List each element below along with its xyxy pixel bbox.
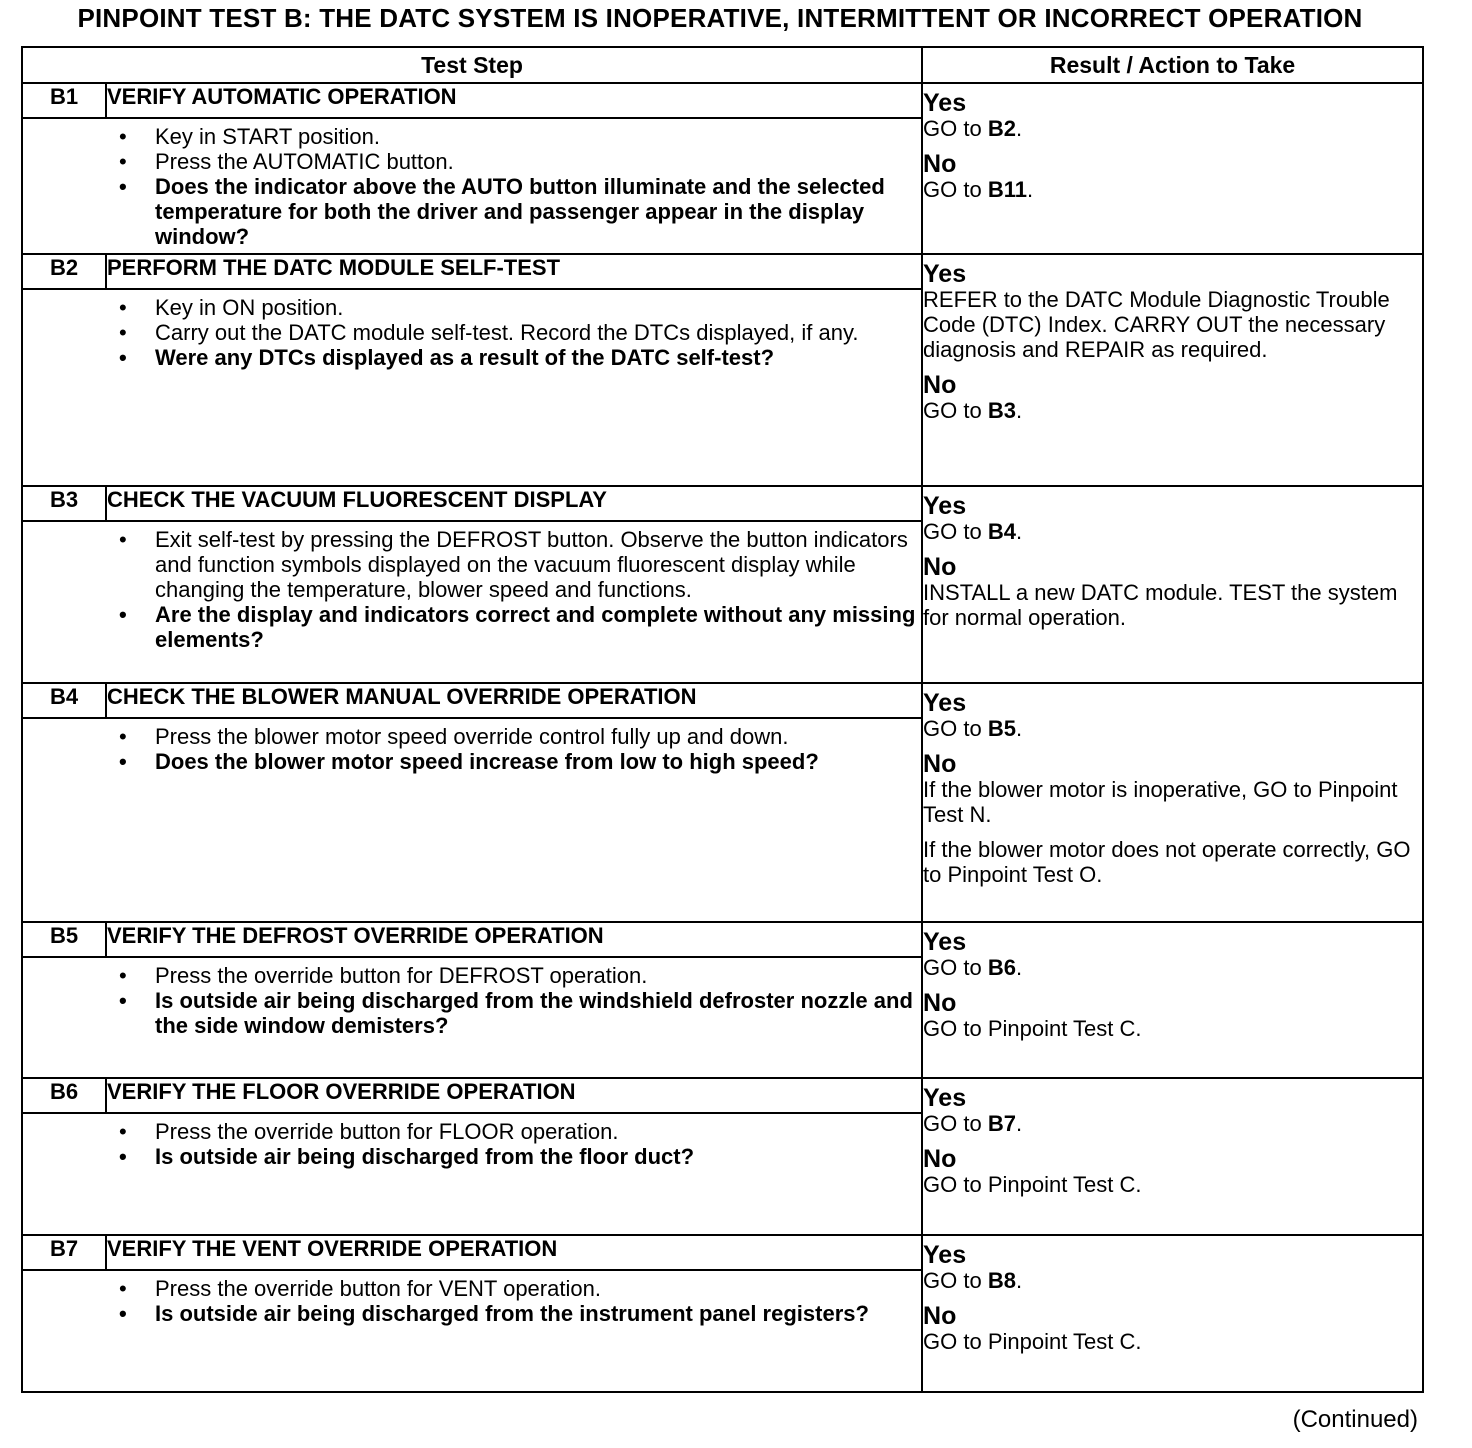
- step-instruction-text: Is outside air being discharged from the instrument panel registers?: [155, 1301, 869, 1326]
- no-action-suffix: .: [1015, 398, 1023, 423]
- bullet-glyph: •: [119, 345, 127, 370]
- step-instructions: [22, 118, 922, 254]
- step-heading: VERIFY AUTOMATIC OPERATION: [106, 83, 922, 118]
- step-heading-row: [22, 254, 1423, 289]
- bullet-list: [23, 958, 921, 1042]
- step-instruction: [23, 724, 921, 749]
- step-heading: VERIFY THE FLOOR OVERRIDE OPERATION: [106, 1078, 922, 1113]
- yes-label: Yes: [923, 689, 967, 717]
- step-id: B2: [22, 254, 106, 289]
- continued-label: (Continued): [1292, 1406, 1418, 1433]
- bullet-list: [23, 290, 921, 374]
- yes-label: Yes: [923, 260, 967, 288]
- step-instruction-text: Key in START position.: [155, 124, 380, 149]
- step-instructions: [22, 957, 922, 1078]
- step-heading: CHECK THE VACUUM FLUORESCENT DISPLAY: [106, 486, 922, 521]
- step-instruction-text: Press the override button for FLOOR operation.: [155, 1119, 619, 1144]
- step-instruction: [23, 602, 921, 652]
- step-heading: CHECK THE BLOWER MANUAL OVERRIDE OPERATION: [106, 683, 922, 718]
- step-instruction-text: Were any DTCs displayed as a result of the DATC self-test?: [155, 345, 775, 370]
- bullet-glyph: •: [119, 749, 127, 774]
- yes-action-suffix: .: [1015, 116, 1023, 141]
- yes-action-suffix: .: [1015, 955, 1023, 980]
- yes-label: Yes: [923, 89, 967, 117]
- step-result: [922, 1235, 1423, 1392]
- step-instruction: [23, 1119, 921, 1144]
- step-id: B1: [22, 83, 106, 118]
- yes-step-ref: B5: [987, 716, 1016, 741]
- yes-label: Yes: [923, 1241, 967, 1269]
- yes-action: REFER to the DATC Module Diagnostic Trouble Code (DTC) Index. CARRY OUT the necessary diagnosis and REPAIR as required.: [923, 287, 1390, 362]
- step-instructions: [22, 718, 922, 922]
- yes-label: Yes: [923, 492, 967, 520]
- step-instruction: [23, 174, 921, 249]
- step-heading: VERIFY THE VENT OVERRIDE OPERATION: [106, 1235, 922, 1270]
- step-id: B5: [22, 922, 106, 957]
- yes-action-prefix: GO to: [923, 716, 988, 741]
- step-heading-row: [22, 1235, 1423, 1270]
- no-action-prefix: GO to: [923, 398, 988, 423]
- no-action: If the blower motor is inoperative, GO to Pinpoint Test N.: [923, 777, 1398, 827]
- step-instruction-text: Key in ON position.: [155, 295, 344, 320]
- step-heading-row: [22, 1078, 1423, 1113]
- bullet-glyph: •: [119, 1119, 127, 1144]
- step-instruction: [23, 749, 921, 774]
- no-action: INSTALL a new DATC module. TEST the system for normal operation.: [923, 580, 1398, 630]
- bullet-glyph: •: [119, 149, 127, 174]
- table-header-row: [22, 47, 1423, 83]
- yes-action-prefix: GO to: [923, 1268, 988, 1293]
- no-step-ref: B3: [987, 398, 1016, 423]
- no-label: No: [923, 989, 957, 1017]
- bullet-glyph: •: [119, 527, 127, 552]
- steps-body: [22, 83, 1423, 1392]
- step-instruction-text: Press the blower motor speed override control fully up and down.: [155, 724, 789, 749]
- bullet-glyph: •: [119, 1276, 127, 1301]
- no-action: [923, 177, 1422, 202]
- step-instruction: [23, 1144, 921, 1169]
- step-instructions: [22, 289, 922, 486]
- bullet-glyph: •: [119, 295, 127, 320]
- step-instruction: [23, 1276, 921, 1301]
- yes-action: [923, 1111, 1422, 1136]
- step-result: [922, 254, 1423, 486]
- header-result-action: Result / Action to Take: [922, 47, 1423, 83]
- step-result: [922, 83, 1423, 254]
- bullet-glyph: •: [119, 174, 127, 199]
- step-instruction: [23, 527, 921, 602]
- no-action: GO to Pinpoint Test C.: [923, 1016, 1142, 1041]
- step-result: [922, 1078, 1423, 1235]
- step-instruction-text: Press the override button for DEFROST operation.: [155, 963, 648, 988]
- page-title: PINPOINT TEST B: THE DATC SYSTEM IS INOPERATIVE, INTERMITTENT OR INCORRECT OPERATION: [77, 3, 1363, 33]
- step-instruction-text: Exit self-test by pressing the DEFROST button. Observe the button indicators and function symbols displayed on the vacuum fluorescent display while changing the temperature, blower speed and functions.: [155, 527, 908, 602]
- step-id: B3: [22, 486, 106, 521]
- no-action: [923, 398, 1422, 423]
- step-instruction-text: Press the override button for VENT operation.: [155, 1276, 601, 1301]
- step-heading: PERFORM THE DATC MODULE SELF-TEST: [106, 254, 922, 289]
- step-instruction-text: Are the display and indicators correct and complete without any missing elements?: [155, 602, 916, 652]
- step-instruction: [23, 149, 921, 174]
- step-instruction-text: Press the AUTOMATIC button.: [155, 149, 454, 174]
- yes-action-prefix: GO to: [923, 519, 988, 544]
- yes-action: [923, 116, 1422, 141]
- no-step-ref: B11: [987, 177, 1027, 202]
- bullet-glyph: •: [119, 963, 127, 988]
- bullet-glyph: •: [119, 320, 127, 345]
- step-instruction: [23, 295, 921, 320]
- header-test-step: Test Step: [22, 47, 922, 83]
- yes-action-suffix: .: [1015, 716, 1023, 741]
- yes-label: Yes: [923, 1084, 967, 1112]
- bullet-glyph: •: [119, 1301, 127, 1326]
- step-instruction-text: Carry out the DATC module self-test. Record the DTCs displayed, if any.: [155, 320, 859, 345]
- no-action-extra: If the blower motor does not operate correctly, GO to Pinpoint Test O.: [923, 837, 1411, 887]
- no-label: No: [923, 1302, 957, 1330]
- yes-action: [923, 716, 1422, 741]
- bullet-glyph: •: [119, 124, 127, 149]
- no-action-suffix: .: [1026, 177, 1034, 202]
- yes-action-suffix: .: [1015, 1268, 1023, 1293]
- yes-action-suffix: .: [1015, 1111, 1023, 1136]
- no-label: No: [923, 150, 957, 178]
- step-instructions: [22, 1270, 922, 1392]
- yes-action-prefix: GO to: [923, 1111, 988, 1136]
- step-heading-row: [22, 683, 1423, 718]
- no-action: GO to Pinpoint Test C.: [923, 1172, 1142, 1197]
- no-label: No: [923, 553, 957, 581]
- step-heading: VERIFY THE DEFROST OVERRIDE OPERATION: [106, 922, 922, 957]
- bullet-glyph: •: [119, 988, 127, 1013]
- yes-action-prefix: GO to: [923, 116, 988, 141]
- step-result: [922, 683, 1423, 922]
- yes-label: Yes: [923, 928, 967, 956]
- step-instruction: [23, 124, 921, 149]
- bullet-glyph: •: [119, 724, 127, 749]
- yes-step-ref: B8: [987, 1268, 1016, 1293]
- yes-action: [923, 955, 1422, 980]
- step-id: B6: [22, 1078, 106, 1113]
- step-instruction-text: Is outside air being discharged from the floor duct?: [155, 1144, 695, 1169]
- bullet-list: [23, 1114, 921, 1173]
- bullet-list: [23, 119, 921, 253]
- step-heading-row: [22, 922, 1423, 957]
- yes-step-ref: B7: [987, 1111, 1016, 1136]
- step-result: [922, 486, 1423, 683]
- no-label: No: [923, 1145, 957, 1173]
- no-action-prefix: GO to: [923, 177, 988, 202]
- step-instruction: [23, 320, 921, 345]
- yes-action: [923, 519, 1422, 544]
- step-instruction-text: Is outside air being discharged from the windshield defroster nozzle and the side window demisters?: [155, 988, 913, 1038]
- step-instructions: [22, 521, 922, 683]
- bullet-list: [23, 719, 921, 778]
- yes-action-prefix: GO to: [923, 955, 988, 980]
- step-instruction: [23, 1301, 921, 1326]
- step-heading-row: [22, 486, 1423, 521]
- bullet-list: [23, 1271, 921, 1330]
- step-instruction: [23, 963, 921, 988]
- no-label: No: [923, 371, 957, 399]
- step-instruction-text: Does the indicator above the AUTO button illuminate and the selected temperature for both the driver and passenger appear in the display window?: [155, 174, 885, 249]
- yes-step-ref: B4: [987, 519, 1016, 544]
- yes-action: [923, 1268, 1422, 1293]
- bullet-list: [23, 522, 921, 656]
- yes-step-ref: B2: [987, 116, 1016, 141]
- step-id: B7: [22, 1235, 106, 1270]
- step-instruction-text: Does the blower motor speed increase from low to high speed?: [155, 749, 819, 774]
- no-action: GO to Pinpoint Test C.: [923, 1329, 1142, 1354]
- step-instruction: [23, 345, 921, 370]
- yes-step-ref: B6: [987, 955, 1016, 980]
- step-instructions: [22, 1113, 922, 1235]
- step-heading-row: [22, 83, 1423, 118]
- step-instruction: [23, 988, 921, 1038]
- no-label: No: [923, 750, 957, 778]
- yes-action-suffix: .: [1015, 519, 1023, 544]
- pinpoint-test-table: [21, 46, 1424, 1393]
- step-result: [922, 922, 1423, 1078]
- bullet-glyph: •: [119, 602, 127, 627]
- step-id: B4: [22, 683, 106, 718]
- bullet-glyph: •: [119, 1144, 127, 1169]
